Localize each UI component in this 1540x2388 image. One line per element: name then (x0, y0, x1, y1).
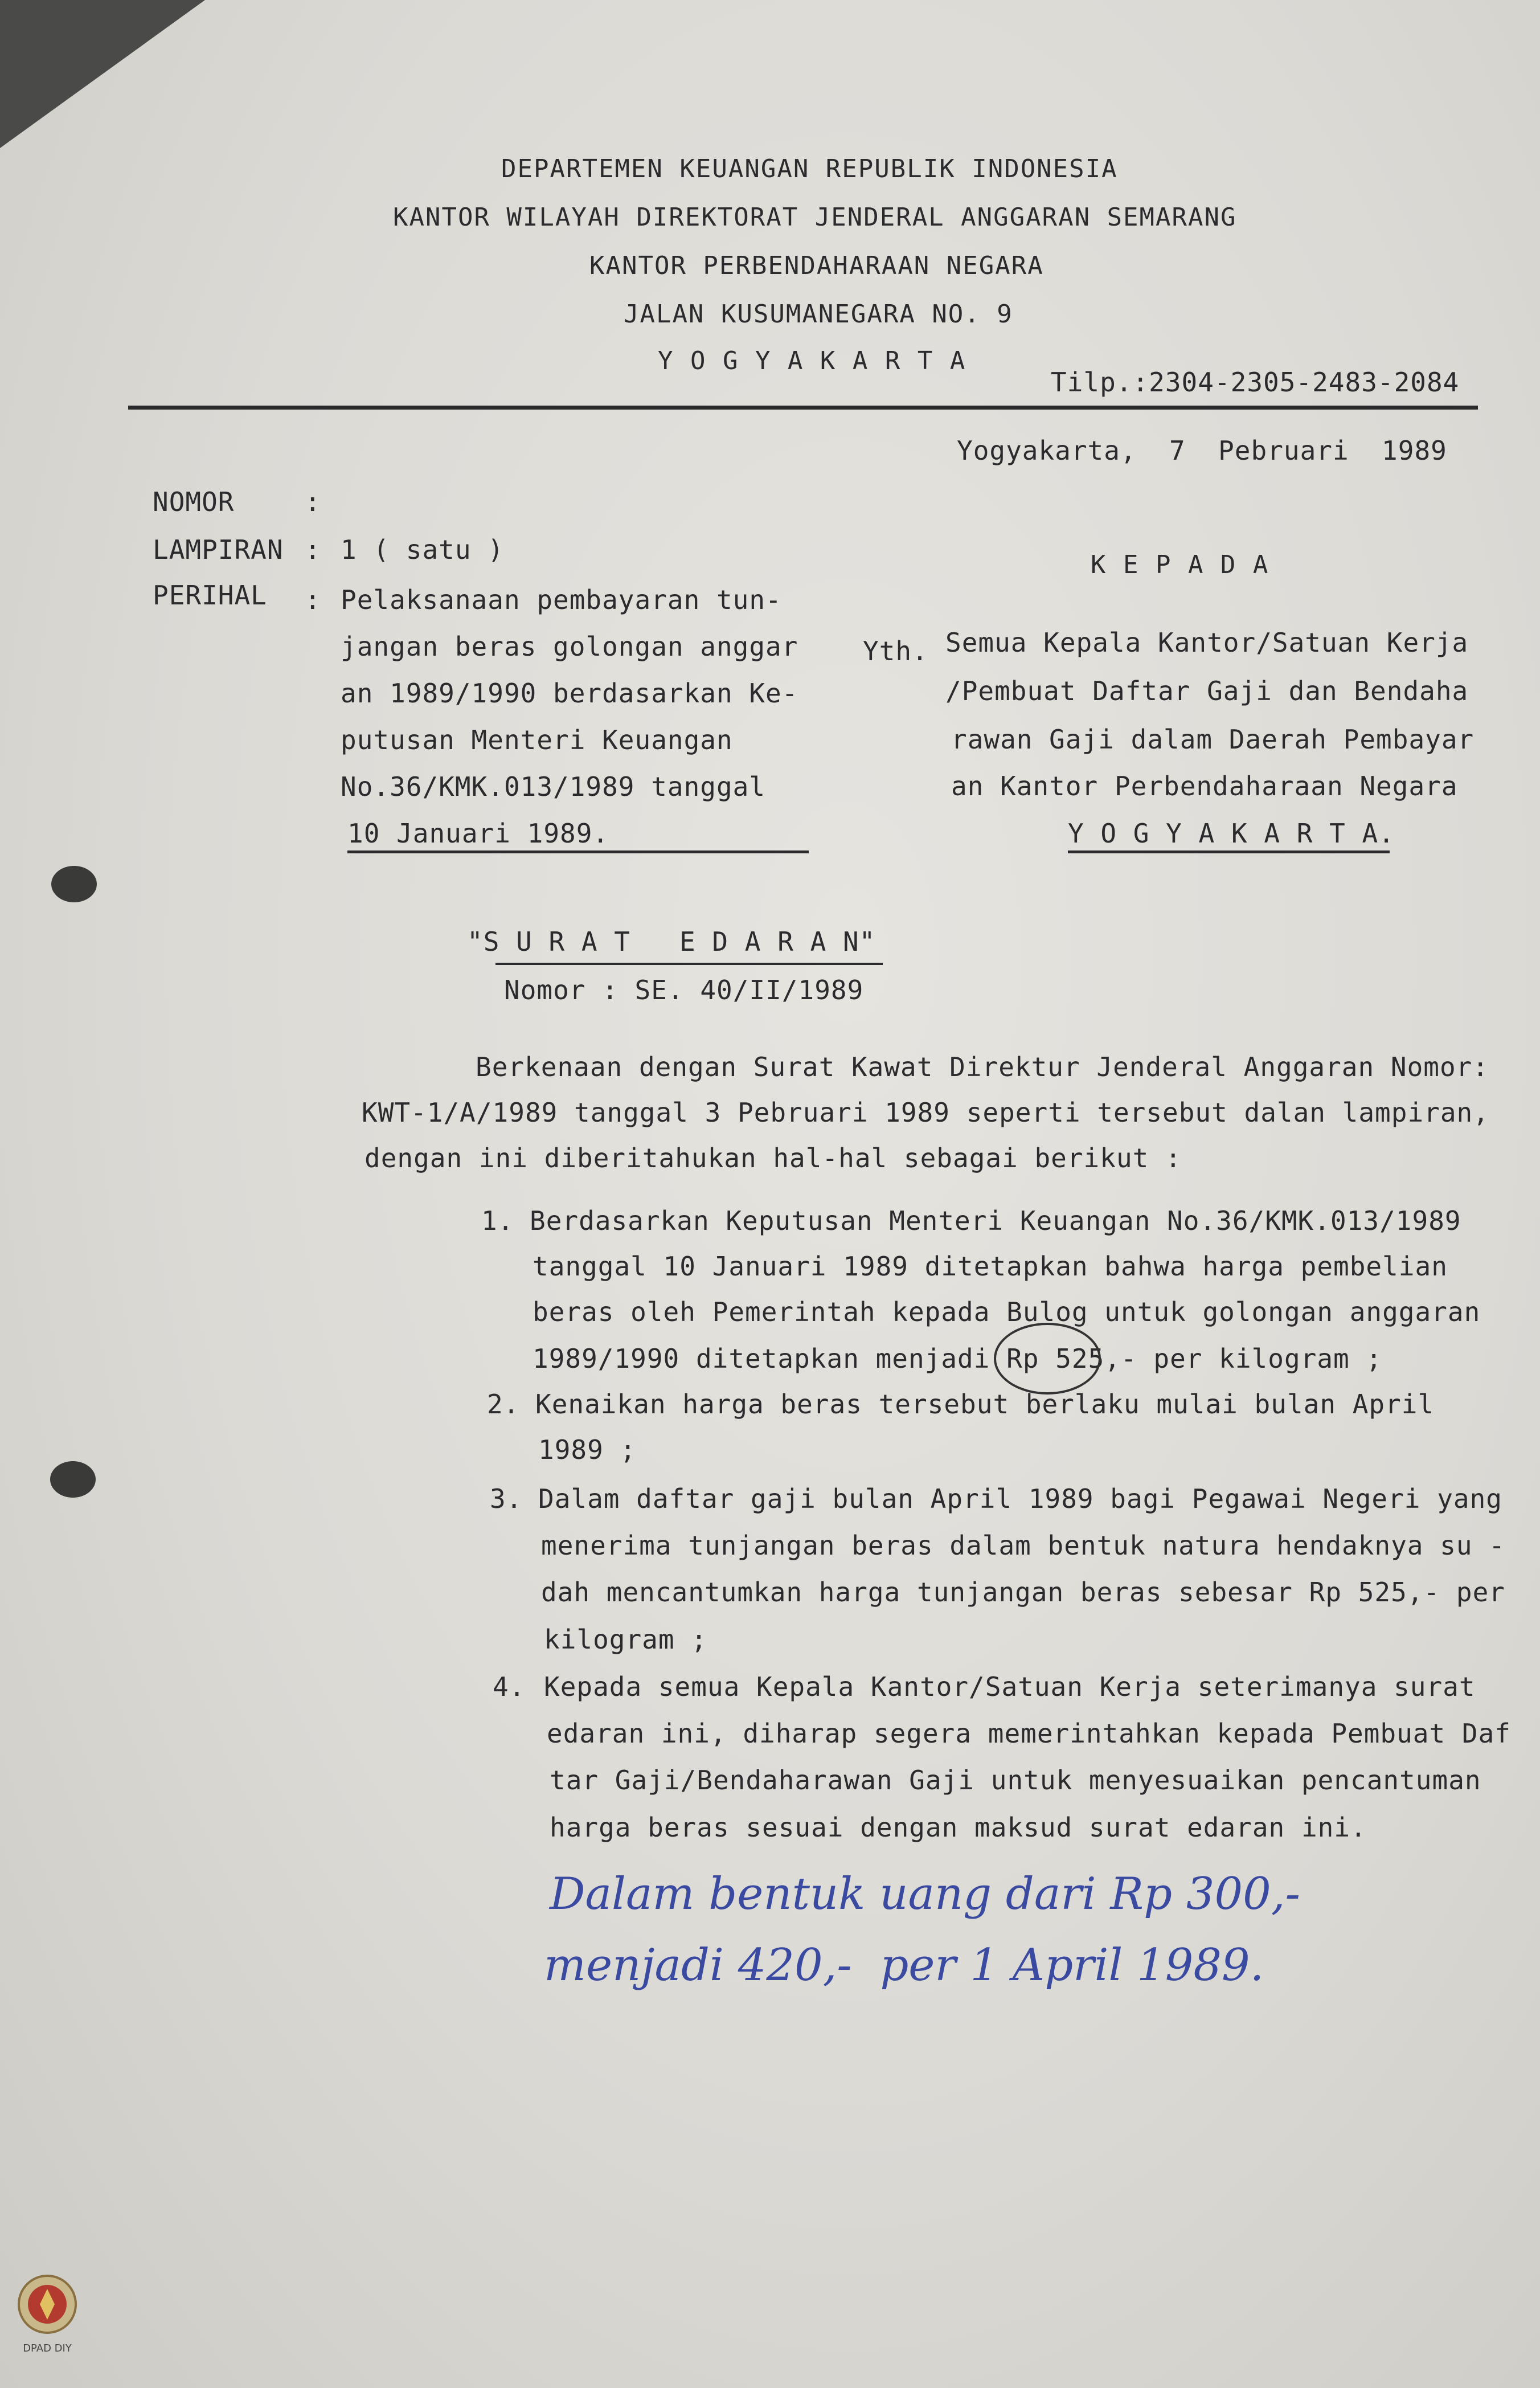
item-line: harga beras sesuai dengan maksud surat edaran ini. (550, 1812, 1367, 1843)
recipient-line: Semua Kepala Kantor/Satuan Kerja (945, 627, 1469, 658)
price-circle-annotation (994, 1323, 1101, 1395)
lampiran-label: LAMPIRAN (153, 534, 284, 565)
recipient-line: rawan Gaji dalam Daerah Pembayar (951, 724, 1475, 755)
handwritten-note-line-1: Dalam bentuk uang dari Rp 300,- (550, 1868, 1300, 1920)
recipient-underline (1068, 850, 1390, 853)
intro-line: dengan ini diberitahukan hal-hal sebagai berikut : (364, 1143, 1182, 1173)
intro-line: Berkenaan dengan Surat Kawat Direktur Jenderal Anggaran Nomor: (476, 1052, 1489, 1082)
intro-line: KWT-1/A/1989 tanggal 3 Pebruari 1989 seperti tersebut dalan lampiran, (362, 1097, 1489, 1128)
document-number: Nomor : SE. 40/II/1989 (504, 975, 864, 1005)
header-line-5: Y O G Y A K A R T A (658, 346, 966, 375)
title-underline (495, 963, 883, 965)
folded-corner (0, 0, 205, 148)
perihal-colon: : (305, 584, 321, 615)
item-number: 3. (490, 1483, 523, 1514)
item-line: 1989/1990 ditetapkan menjadi Rp 525,- per kilogram ; (533, 1343, 1383, 1374)
header-line-3: KANTOR PERBENDAHARAAN NEGARA (589, 251, 1044, 280)
archive-logo (10, 2273, 84, 2358)
perihal-underline (347, 850, 809, 853)
item-line: edaran ini, diharap segera memerintahkan kepada Pembuat Daf (547, 1718, 1511, 1749)
item-line: Berdasarkan Keputusan Menteri Keuangan No.36/KMK.013/1989 (530, 1205, 1461, 1236)
handwritten-note-line-2: menjadi 420,- per 1 April 1989. (544, 1940, 1264, 1991)
nomor-colon: : (305, 486, 321, 517)
yth-label: Yth. (863, 636, 928, 666)
item-line: kilogram ; (544, 1624, 707, 1655)
header-line-1: DEPARTEMEN KEUANGAN REPUBLIK INDONESIA (501, 154, 1118, 183)
item-line: menerima tunjangan beras dalam bentuk natura hendaknya su - (541, 1530, 1505, 1561)
item-line: Kenaikan harga beras tersebut berlaku mulai bulan April (535, 1389, 1435, 1420)
recipient-line: an Kantor Perbendaharaan Negara (951, 771, 1458, 802)
item-line: tanggal 10 Januari 1989 ditetapkan bahwa harga pembelian (533, 1251, 1448, 1282)
archive-emblem-icon (10, 2273, 84, 2358)
nomor-label: NOMOR (153, 486, 235, 517)
letter-date: Yogyakarta, 7 Pebruari 1989 (957, 435, 1447, 466)
header-line-4: JALAN KUSUMANEGARA NO. 9 (624, 300, 1013, 329)
item-line: Dalam daftar gaji bulan April 1989 bagi Pegawai Negeri yang (538, 1483, 1502, 1514)
lampiran-colon: : (305, 534, 321, 565)
item-number: 4. (493, 1671, 526, 1702)
perihal-line: Pelaksanaan pembayaran tun- (341, 584, 782, 615)
item-line: tar Gaji/Bendaharawan Gaji untuk menyesuaikan pencantuman (550, 1765, 1481, 1796)
item-line: beras oleh Pemerintah kepada Bulog untuk golongan anggaran (533, 1297, 1481, 1327)
kepada-label: K E P A D A (1091, 550, 1269, 579)
perihal-line: jangan beras golongan anggar (341, 631, 798, 662)
punch-hole-bottom (50, 1461, 96, 1498)
lampiran-value: 1 ( satu ) (341, 534, 504, 565)
item-number: 2. (487, 1389, 520, 1420)
punch-hole-top (51, 866, 97, 902)
logo-text: DPAD DIY (23, 2342, 72, 2354)
perihal-label: PERIHAL (153, 580, 267, 611)
perihal-line: putusan Menteri Keuangan (341, 725, 733, 755)
header-phone: Tilp.:2304-2305-2483-2084 (1051, 367, 1460, 398)
item-line: 1989 ; (538, 1434, 637, 1465)
letterhead-rule (128, 406, 1478, 410)
recipient-city: Y O G Y A K A R T A. (1068, 818, 1395, 849)
perihal-line: an 1989/1990 berdasarkan Ke- (341, 678, 798, 709)
item-number: 1. (481, 1205, 514, 1236)
item-line: dah mencantumkan harga tunjangan beras sebesar Rp 525,- per (541, 1577, 1505, 1608)
perihal-line: 10 Januari 1989. (347, 818, 609, 849)
perihal-line: No.36/KMK.013/1989 tanggal (341, 771, 766, 802)
document-title: "S U R A T E D A R A N" (467, 926, 876, 957)
item-line: Kepada semua Kepala Kantor/Satuan Kerja seterimanya surat (544, 1671, 1476, 1702)
header-line-2: KANTOR WILAYAH DIREKTORAT JENDERAL ANGGARAN SEMARANG (393, 203, 1237, 232)
recipient-line: /Pembuat Daftar Gaji dan Bendaha (945, 676, 1469, 706)
